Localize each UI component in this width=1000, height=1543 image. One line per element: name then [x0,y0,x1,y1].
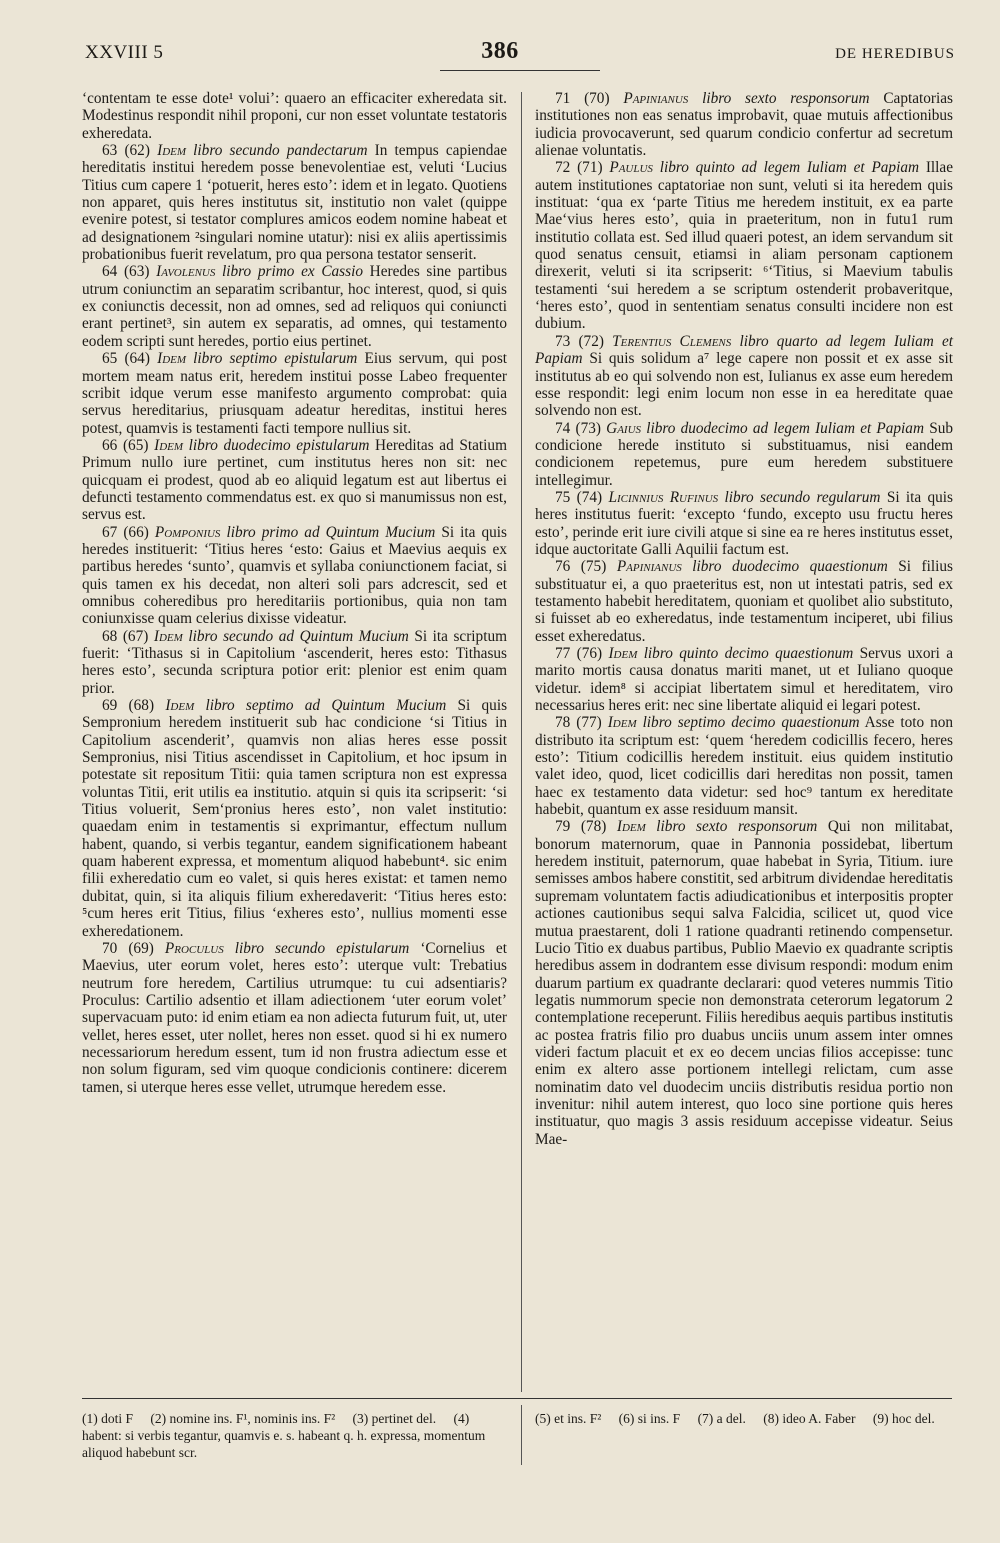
fragment-paragraph [535,333,953,420]
fragment-number: 75 (74) [555,488,603,506]
fragment-number: 67 (66) [102,523,149,541]
fragment-author: Idem [608,645,638,662]
fragment-number: 70 (69) [102,939,154,957]
fragment-paragraph [82,263,507,350]
fragment-author: Pomponius [154,523,221,541]
fragment-paragraph [535,420,953,489]
fragment-number: 69 (68) [102,697,155,715]
fragment-work: libro duodecimo quaestionum [692,558,888,576]
fragment-text: Eius servum, qui post mortem meam natus erit, heredem institui posse Labeo frequenter scribit idque verum esse manifesto argumento comprobat: quia servus hereditarius, priusquam adeatur hereditas, institui heres potest, quamvis is testamenti facti tempore nullius sit. [82,350,508,437]
page-number: 386 [481,38,519,64]
fragment-paragraph [535,645,953,714]
fragment-work: libro secundo epistularum [234,939,410,957]
fragment-paragraph [82,437,507,524]
fragment-paragraph [535,714,953,818]
fragment-work: libro secundo ad Quintum Mucium [188,627,409,645]
fragment-number: 65 (64) [102,350,150,368]
header-rule [440,70,600,71]
fragment-work: libro secundo regularum [724,488,881,506]
fragment-number: 74 (73) [555,419,601,437]
fragment-author: Idem [616,818,646,836]
fragment-text: ‘Cornelius et Maevius, uter eorum volet, heres esto’: uterque vult: Trebatius neutrum fore heredem, Cartilius utrumque: tu cui adsentiaris? Proculus: Cartilio adsentio et illam adiectionem ‘uter eorum volet’ supervacuam puto: id enim etiam ea non adiecta futurum fuit, ut, uter vellet, heres esset, uter nollet, heres non esset. quod si hi ex numero necessariorum heredum essent, tum id non frustra adiectum esse et non solum figuram, sed vim quoque condicionis continere: dicerem tamen, si uterque heres esse vellet, utrumque heredem esse. [82,939,507,1096]
fragment-author: Licinnius Rufinus [608,488,719,506]
fragment-number: 79 (78) [555,818,607,836]
right-column [535,90,953,1148]
fragment-work: libro septimo ad Quintum Mucium [205,697,447,715]
fragment-work: libro duodecimo ad legem Iuliam et Papiam [646,419,924,437]
footnotes-right [535,1410,953,1427]
fragment-text: Hereditas ad Statium Primum nullo iure pertinet, cum institutus heres non sit: nec quicquam ei prodest, quod ab eo aliquid legatum est aut libertus ei defuncti testamento commendatus est. ex quo si manumissus non est, servus est. [82,436,507,524]
fragment-author: Idem [153,627,183,645]
fragment-author: Proculus [164,939,224,957]
fragment-author: Papinianus [623,90,689,107]
fragment-author: Idem [154,436,184,454]
fragment-work: libro quinto ad legem Iuliam et Papiam [659,159,920,177]
fragment-text: Qui non militabat, bonorum maternorum, quae in Pannonia possidebat, libertum heredem instituit, paternorum, quae habebat in Syria, Titium. iure semisses ambos habere constitit, sed arbitrum dividendae hereditatis supremam voluntatem factis adiudicationibus et interpositis propter actiones cautionibus sequi salva Falcidia, scilicet ut, quod vice mutua praestarent, doli 1 ratione quadranti retinendo compensetur. Lucio Titio ex duabus partibus, Publio Maevio ex quadrante scriptis heredibus assem in dodrantem esse divisum respondi: modum enim duarum partium ex quadrante declarari: quod veteres nummis Titio legatis nummorum specie non demonstrata ceterorum legatorum 2 contemplatione receperunt. Filiis heredibus aequis partibus institutis ac postea fratris filio pro duabus unciis unum assem inter omnes videri factum placuit et ex eo decem uncias filios accepisse: tunc enim ex altero asse portionem intellegi relictam, cum asse nominatim dato vel duodecim unciis distributis residua portio non invenitur: nihil autem interest, quo loco sine portione quis heres instituatur, quo magis 3 assis residuum accepisse videatur. Seius Mae- [535,818,954,1148]
footnote: (5) et ins. F² [535,1411,602,1426]
fragment-work: libro quarto ad legem Iuliam et Papiam [535,332,954,368]
fragment-paragraph [535,489,953,558]
fragment-text: Servus uxori a marito mortis causa donatus mariti manet, ut et Iuliano quoque videtur. idem⁸ si accipiat libertatem simul et hereditatem, viro necessarius heres erit: nec sine libertate aliquid ei legari potest. [535,645,953,715]
fragment-number: 64 (63) [102,263,150,281]
fragment-paragraph [82,628,507,697]
footnote-divider [521,1405,522,1465]
fragment-text: Heredes sine partibus utrum coniunctim an separatim scribantur, hoc interest, quod, si quis ex coniunctis decessit, non ad omnes, sed ad reliquos qui coniuncti erant pertinet³, sin autem ex separatis, ad omnes, qui testamento eodem scripti sunt heredes, portio eius pertinet. [82,263,508,350]
footnote: (8) ideo A. Faber [763,1411,856,1426]
fragment-author: Idem [157,142,187,160]
fragment-number: 71 (70) [555,90,610,107]
fragment-paragraph [82,940,507,1096]
fragment-text: Si filius substituatur ei, a quo praeteritus est, non ut intestati patris, sed ex testamento habebit hereditatem, quoniam et quolibet alio substituto, si fuisset ab eo exheredatus, inde testamentum inciperet, ubi filius esset exheredatus. [535,558,954,645]
fragment-work: libro quinto decimo quaestionum [643,645,854,662]
fragment-work: libro duodecimo epistularum [188,436,370,454]
column-divider [521,92,522,1392]
running-header-right: DE HEREDIBUS [835,46,955,62]
fragment-text: Si ita scriptum fuerit: ‘Tithasus si in Capitolium ‘ascenderit, heres esto: Tithasus heres esto’, secunda scriptura potior erit: plenior est enim quam prior. [82,627,507,697]
fragment-author: Paulus [609,159,653,177]
footnote: (4) habent: si verbis tegantur, quamvis e. s. habeant q. h. expressa, momentum aliquod habebunt scr. [82,1411,486,1460]
footnote: (6) si ins. F [618,1411,681,1426]
fragment-author: Gaius [606,419,642,437]
fragment-text: Si ita quis heres institutus fuerit: ‘excepto ‘fundo, excepto usu fructu heres esto’, perinde erit iure civili atque si sine ea re heres institutus esset, idque auctoritate Galli Aquilii factum est. [535,488,954,558]
left-column [82,90,507,1096]
fragment-text: Si quis Sempronium heredem instituerit sub hac condicione ‘si Titius in Capitolium ascenderit’, quamvis non alias heres esse possit Sempronius, nisi Titius ascendisset in Capitolium, et hoc ipsum in potestate sit repositum Titii: quia tamen scriptura non est expressa voluntas Titii, erit utilis ea institutio. atquin si quis ita scripserit: ‘si Titius voluerit, Sem‘pronius heres esto’, non valet institutio: quaedam enim in testamentis si exprimantur, effectum nullum habent, quando, si verbis tegantur, eandem significationem habeant quam haberent expressa, et momentum aliquod habebunt⁴. sic enim filii exheredatio cum eo valet, si quis heres existat: et tamen nemo dubitat, quin, si ita aliquis filium exheredaverit: ‘Titius heres esto: ⁵cum heres erit Titius, filius ‘exheres esto’, nullius momenti esse exheredationem. [82,697,508,940]
fragment-paragraph [82,90,507,142]
fragment-text: Asse toto non distributo ita scriptum est: ‘quem ‘heredem codicillis fecero, heres esto’: Titium codicillis heredem instituit. eius quidem institutio valet ideo, quod, licet codicillis dari hereditas non possit, tamen haec ex testamento data videtur: sed hoc⁹ tantum ex hereditate habebit, quantum ex asse residuum mansit. [535,714,954,819]
fragment-text: Si quis solidum a⁷ lege capere non possit et ex asse sit institutus ab eo qui solvendo non est, Iulianus ex asse eum heredem esse respondit: legi enim locum non esse in ea hereditate quae solvendo non est. [535,350,953,420]
fragment-number: 77 (76) [555,645,603,662]
fragment-number: 66 (65) [102,436,149,454]
fragment-author: Idem [607,714,637,732]
fragment-text: Illae autem institutiones captatoriae non sunt, veluti si ita heredem quis instituat: ‘qua ex ‘parte Titius me heredem instituit, ex ea parte Mae‘vius heres esto’, quia in praeteritum, non in futu1 rum institutio collata est. Sed illud quaeri potest, an idem servandum sit quod senatus censuit, etiamsi in aliam personam captionem direxerit, veluti si ita scripserit: ⁶‘Titius, si Maevium tabulis testamenti ‘sui heredem a se scriptum ostenderit probaveritque, ‘heres esto’, quod in sententiam senatus consulti incidere non est dubium. [535,159,953,333]
fragment-work: libro secundo pandectarum [193,142,368,160]
footnote: (1) doti F [82,1411,134,1426]
fragment-text: In tempus capiendae hereditatis institui heredem posse benevolentiae est, veluti ‘Lucius Titius cum capere 1 ‘potuerit, heres esto’: idem et in legato. Quotiens non apparet, quis heres institutus sit, institutio non valet (quippe evenire potest, si testator complures amicos eodem nomine habeat et ad designationem ²singulari nomine utatur): nisi ex aliis apertissimis probationibus fuerit revelatum, pro qua persona testator senserit. [82,142,508,264]
fragment-text: Captatorias institutiones non eas senatus improbavit, quae mutuis affectionibus iudicia provocaverunt, sed quarum condicio confertur ad secretum alienae voluntatis. [535,90,954,160]
fragment-paragraph [535,90,953,159]
fragment-text: ‘contentam te esse dote¹ volui’: quaero an efficaciter exheredata sit. Modestinus respondit nihil proponi, cur non esset voluntate testatoris exheredata. [82,90,507,142]
footnote: (9) hoc del. [872,1411,935,1426]
fragment-number: 73 (72) [555,332,604,350]
running-header-left: XXVIII 5 [85,42,164,63]
footnotes-left [82,1410,507,1461]
fragment-author: Papinianus [616,558,682,576]
fragment-work: libro septimo epistularum [193,350,358,368]
fragment-work: libro sexto responsorum [656,818,818,836]
fragment-paragraph [82,350,507,437]
fragment-number: 63 (62) [102,142,150,160]
fragment-paragraph [82,142,507,263]
footnote: (7) a del. [697,1411,746,1426]
fragment-text: Sub condicione herede instituto si substituamus, nisi eandem condicionem repetemus, pure eum heredem substituere intellegimur. [535,419,953,489]
fragment-work: libro sexto responsorum [702,90,870,107]
fragment-paragraph [535,558,953,645]
fragment-paragraph [535,818,953,1148]
fragment-text: Si ita quis heredes instituerit: ‘Titius heres ‘esto: Gaius et Maevius aequis ex partibus heredes ‘sunto’, quamvis et syllaba coniunctionem faciat, si quis tamen ex his decedat, non alteri soli pars adcrescit, sed et omnibus coheredibus pro hereditariis portionibus, quia non tam coniunxisse quam celerius dixisse videatur. [82,523,507,628]
fragment-work: libro primo ad Quintum Mucium [226,523,436,541]
fragment-number: 78 (77) [555,714,602,732]
fragment-work: libro primo ex Cassio [222,263,363,281]
fragment-author: Idem [157,350,187,368]
footnote-rule [82,1398,952,1399]
fragment-number: 76 (75) [555,558,607,576]
footnote: (3) pertinet del. [352,1411,437,1426]
fragment-work: libro septimo decimo quaestionum [642,714,860,732]
fragment-author: Iavolenus [156,263,216,281]
footnote: (2) nomine ins. F¹, nominis ins. F² [150,1411,336,1426]
fragment-author: Terentius Clemens [612,332,732,350]
fragment-author: Idem [165,697,195,715]
fragment-paragraph [82,697,507,940]
fragment-number: 72 (71) [555,159,603,177]
fragment-paragraph [82,524,507,628]
fragment-paragraph [535,159,953,332]
fragment-number: 68 (67) [102,627,149,645]
